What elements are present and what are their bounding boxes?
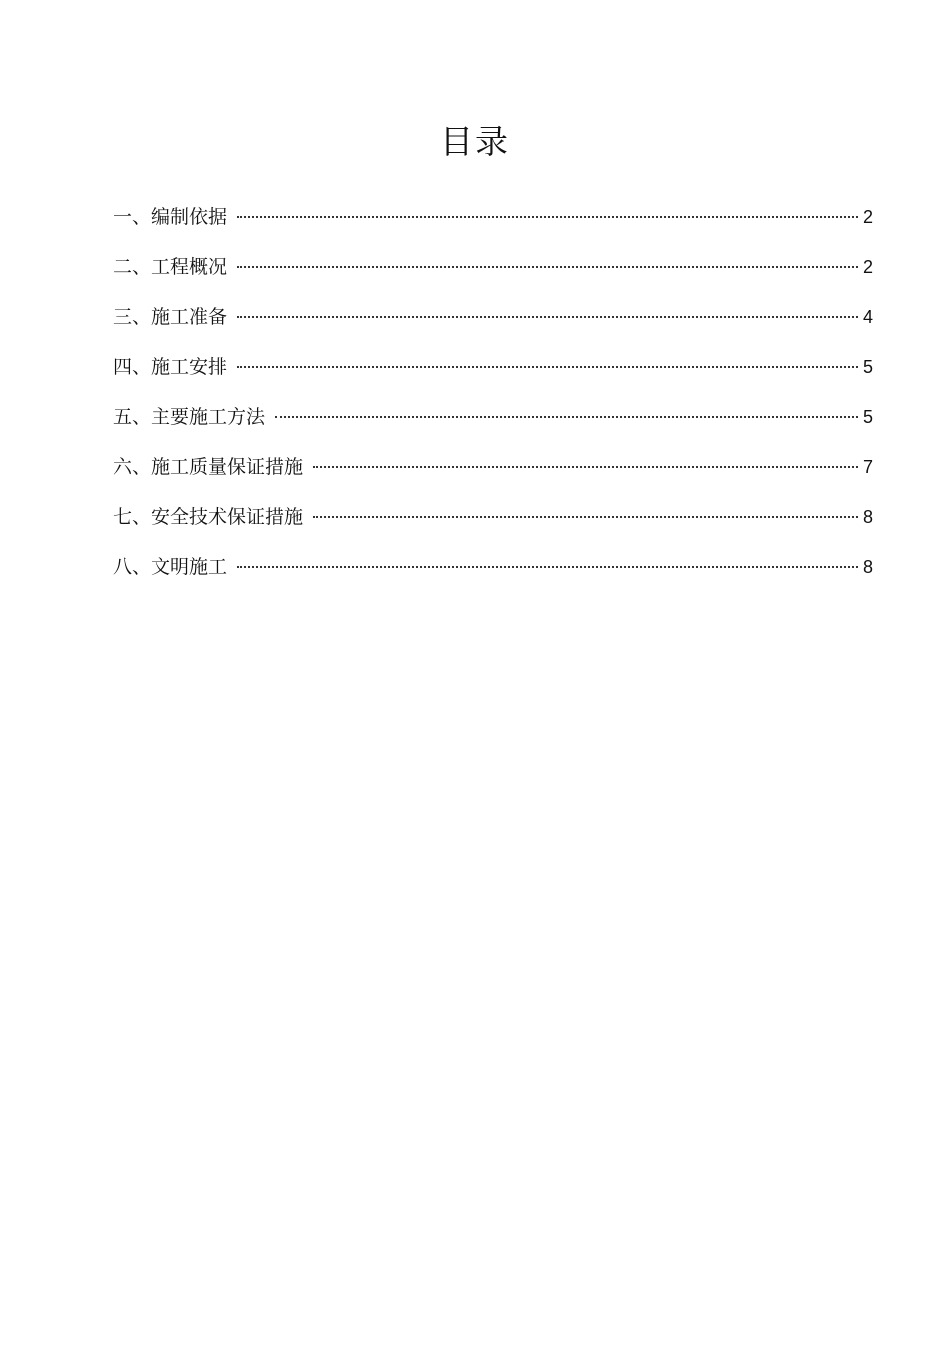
toc-entry-page-number: 8 <box>862 557 873 577</box>
dot-leader <box>313 516 858 518</box>
toc-entry-page-number: 4 <box>862 307 873 327</box>
toc-entry[interactable] <box>113 247 873 297</box>
toc-entry[interactable] <box>113 397 873 447</box>
toc-entry-label: 六、施工质量保证措施 <box>113 456 304 478</box>
page-title: 目录 <box>440 122 510 161</box>
toc-entry-label: 八、文明施工 <box>113 556 228 578</box>
toc-entry-label: 七、安全技术保证措施 <box>113 506 304 528</box>
toc-entry-page-number: 5 <box>862 357 873 377</box>
toc-entry-label: 二、工程概况 <box>113 256 228 278</box>
toc-entry[interactable] <box>113 447 873 497</box>
toc-entry[interactable] <box>113 197 873 247</box>
toc-entry-label: 三、施工准备 <box>113 306 228 328</box>
toc-entry-label: 一、编制依据 <box>113 206 228 228</box>
dot-leader <box>237 566 858 568</box>
dot-leader <box>237 316 858 318</box>
toc-entry[interactable] <box>113 297 873 347</box>
toc-entry[interactable] <box>113 497 873 547</box>
toc-entry[interactable] <box>113 547 873 597</box>
toc-entry-page-number: 7 <box>862 457 873 477</box>
toc-entry-label: 四、施工安排 <box>113 356 228 378</box>
toc-entry[interactable] <box>113 347 873 397</box>
dot-leader <box>237 216 858 218</box>
toc-entry-page-number: 2 <box>862 207 873 227</box>
toc-entry-page-number: 8 <box>862 507 873 527</box>
toc-entry-page-number: 2 <box>862 257 873 277</box>
dot-leader <box>237 266 858 268</box>
toc-entry-page-number: 5 <box>862 407 873 427</box>
dot-leader <box>275 416 858 418</box>
dot-leader <box>313 466 858 468</box>
table-of-contents <box>113 197 873 597</box>
dot-leader <box>237 366 858 368</box>
toc-entry-label: 五、主要施工方法 <box>113 406 266 428</box>
